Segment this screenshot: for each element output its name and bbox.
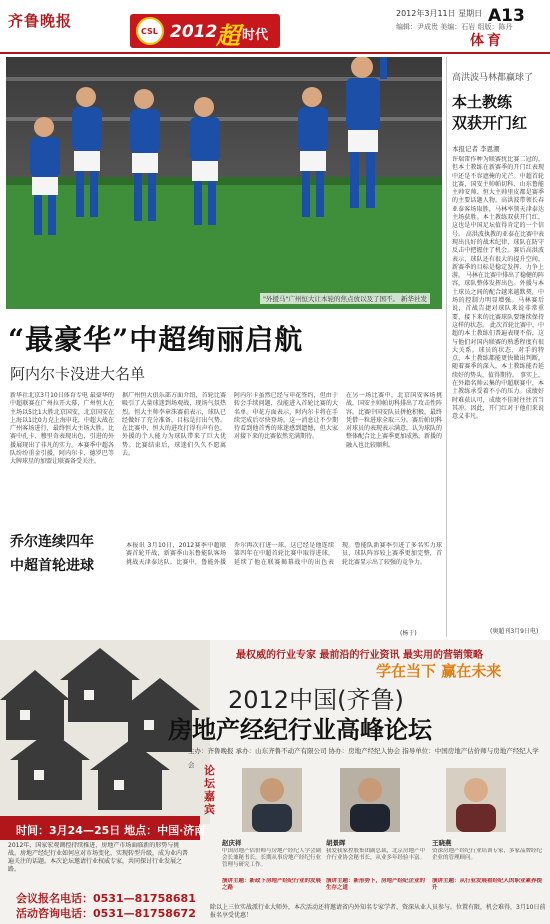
main-subheadline: 阿内尔卡没进大名单 [10, 365, 146, 383]
forum-guests-label: 论坛嘉宾 [204, 764, 215, 816]
right-story-byline: (奥超刊3月9日电) [490, 628, 539, 635]
article-column-2: 据广州恒大俱乐部方面介绍，首轮比赛吸引了大量球迷到场观战，现场气氛热烈。恒大主帅李章洙赛前表示，球队已经做好了充分准备，目标是打出气势。在比赛中，恒大的进攻打得有声有色，外援的个人能力为球队带来了巨大优势。比赛结束后，球迷们久久不愿离去。 [122, 392, 226, 458]
speaker-photo [446, 768, 506, 832]
sub-story-byline: (杨于) [400, 630, 417, 637]
ad-slogan: 学在当下 赢在未来 [376, 662, 502, 680]
speaker-name: 赵庆祥 [222, 839, 242, 847]
ad-organizers: 主办：齐鲁晚报 承办：山东齐鲁不动产有限公司 协办：房地产经纪人协会 指导单位：中国房地产估价师与房地产经纪人学会 [188, 747, 539, 769]
speaker-name: 胡景晖 [326, 839, 346, 847]
csl-shidai: 时代 [242, 28, 269, 43]
ad-intro: 2012年，国家宏观调控持续推进，房地产市场面临新的形势与挑战。房地产经纪行业如何应对市场变化、实现转型升级，成为业内普遍关注的话题。本次论坛邀请行业权威专家，共同探讨行业发展之路。 [8, 842, 188, 873]
match-photo [6, 57, 442, 309]
speaker-photo [340, 768, 400, 832]
speaker-topic: 演讲主题：新形势下，房地产经纪企业的生存之道 [326, 878, 426, 891]
ad-title-line1: 2012中国(齐鲁) [228, 686, 404, 714]
csl-year: 2012 [170, 22, 218, 42]
speaker-desc: 中国房地产估价师与房地产经纪人学会副会长兼秘书长，长期从事房地产经纪行业管理与研究工作。 [222, 848, 322, 868]
paper-name: 齐鲁晚报 [8, 12, 73, 30]
ad-time-location: 时间：3月24—25日 地点：中国·济南 [16, 824, 206, 837]
sub-story-title-line2: 中超首轮进球 [10, 558, 94, 574]
speaker-desc: 资深房地产经纪行业培训专家，多家品牌经纪企业的管理顾问。 [432, 848, 542, 861]
csl-banner [130, 14, 280, 48]
speaker-name: 王晓燕 [432, 839, 452, 847]
issue-date: 2012年3月11日 星期日 [396, 9, 483, 18]
right-story-title-line1: 本土教练 [452, 93, 513, 111]
sub-story-title [10, 530, 122, 578]
speaker-topic: 演讲主题：从行业发展看经纪人的职业素养提升 [432, 878, 542, 891]
column-divider [446, 57, 447, 637]
ad-bottom-note: 除以上三位实战派行业大师外，本次活动还将邀请省内外知名专家学者、资深从业人员参与。位置有限，机会难得，3月10日前报名享受优惠！ [210, 904, 546, 919]
inquiry-phone: 活动咨询电话：0531—81758672 [16, 907, 196, 920]
article-column-1: 新华社北京3月10日体育专电 最豪华的中超联赛在广州拉开大幕，广州恒大在主场以5比1大胜北京国安，北京国安在上海以1比0力克上海申花，中超大战在广州客场进行，最终恒大主场大胜。比赛中孔卡、穆里奇表现出色，引进的外援展现出了非凡的实力。本赛季中超各队纷纷重金引援，阿内尔卡、德罗巴等大牌球星的加盟让联赛备受关注。 [10, 392, 114, 466]
players-illustration [6, 57, 442, 309]
section-name: 体育 [470, 33, 504, 49]
sub-story-body: 本报讯 3月10日，2012赛季中超联赛首轮开战，新赛季山东鲁能队客场挑战天津泰达队。比赛中，鲁能外援乔尔再次打进一球，这已经是他连续第四年在中超首轮比赛中取得进球，延续了他在联赛揭幕战中的出色表现。鲁能队新赛季引进了多名实力球员，球队阵容较上赛季更加完整，首轮比赛显示出了较强的竞争力。 [126, 542, 442, 566]
csl-logo [136, 17, 164, 45]
sub-story-title-line1: 乔尔连续四年 [10, 534, 94, 550]
right-story-author: 本报记者 李恩潮 [452, 145, 500, 153]
speaker-topic: 演讲主题：新政下房地产经纪行业的发展之路 [222, 878, 322, 891]
csl-chao: 超 [216, 22, 240, 50]
article-column-3: 阿内尔卡虽然已经与申花签约，但由于转会手续问题，没能进入首轮比赛的大名单。申花方面表示，阿内尔卡将在手续完成后尽快登场。这一消息让不少期待看到他首秀的球迷感到遗憾，但大家对接下来的比赛依然充满期待。 [234, 392, 338, 441]
speaker-photo [242, 768, 302, 832]
right-story-body: 许瑞雷作种为联赛扰比赛二冠的，但本土教练在新赛季的开门红表现中还是不容遮掩的光芒。中超首轮比赛，国安主帅帕切科、山东鲁能主帅安帅、恒大主帅里皮都是赛季的主要话题人物。高洪波带领长春亚泰客场取胜，马林率领天津泰达主场获胜。本土教练双获开门红，这也是中国足坛值得肯定的一个信号。 高洪波执教的亚泰在比赛中表现出良好的战术纪律，球队在防守反击中把握住了机会。赛后高洪波表示，球队还有很大的提升空间，新赛季的目标是稳定发挥、力争上游。 马林在比赛中排出了稳健的阵容，球队整体发挥出色。外援与本土球员之间的配合越来越默契，中场的控制力明显增强。马林赛后说，首战告捷对球队来说非常重要，接下来的比赛球队要继续保持这样的状态。 此次首轮比赛中，中超的本土教练们普遍表现不俗，这与他们对国内联赛的熟悉程度有很大关系。球员的状态、对手的特点，本土教练都能更快做出判断。随着赛季的深入，本土教练能否延续好的势头，值得期待。 事实上，在外籍名帅云集的中超联赛中，本土教练承受着不小的压力。成绩好时难获认可，成绩不佳时往往首当其冲。因此，开门红对于他们来说意义非凡。 [452, 156, 544, 421]
speaker-desc: 我爱我家控股集团副总裁，北京房地产中介行业协会秘书长，从业多年经验丰富。 [326, 848, 426, 861]
csl-logo-text: CSL [141, 27, 158, 36]
right-story-kicker: 高洪波马林都赢球了 [452, 73, 534, 83]
main-headline: “最豪华”中超绚丽启航 [8, 323, 304, 356]
article-column-4: 在另一场比赛中，北京国安客场挑战，国安主帅帕切科排出了攻击性阵容。比赛中国安队员拼抢积极，最终凭借一粒进球全取三分。赛后帕切科对球员的表现表示满意，认为球队的整体配合比上赛季更加成熟，新援的融入也比较顺利。 [346, 392, 442, 449]
photo-caption: "外援马"广州恒大让本轮的焦点放以及了国不。 新华社发 [260, 293, 430, 304]
page-number: A13 [488, 6, 525, 26]
ad-title-line2: 房地产经纪行业高峰论坛 [168, 715, 432, 744]
ad-tagline: 最权威的行业专家 最前沿的行业资讯 最实用的营销策略 [236, 650, 483, 661]
registration-phone: 会议报名电话：0531—81758681 [16, 892, 196, 905]
right-story-title [452, 92, 544, 134]
right-story-title-line2: 双获开门红 [452, 114, 528, 132]
staff-line: 编辑：尹成贵 美编：石岩 组版：陈丹 [396, 23, 513, 31]
